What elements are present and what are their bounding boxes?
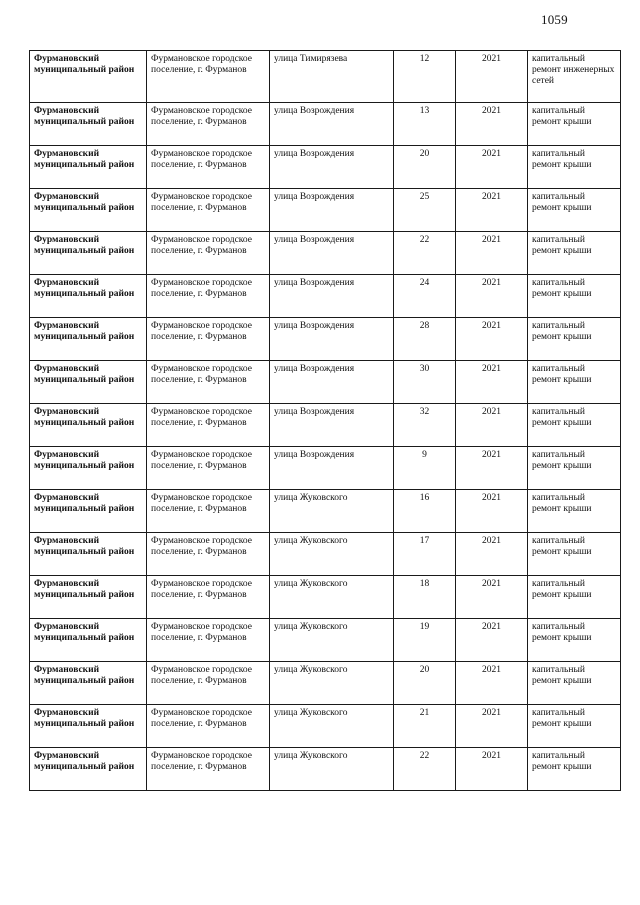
street-cell: улица Возрождения <box>270 447 394 490</box>
work-type-cell: капитальный ремонт крыши <box>528 619 621 662</box>
settlement-cell: Фурмановское городское поселение, г. Фурманов <box>147 51 270 103</box>
house-number-cell: 13 <box>394 103 456 146</box>
work-type-cell: капитальный ремонт крыши <box>528 748 621 791</box>
settlement-cell: Фурмановское городское поселение, г. Фурманов <box>147 189 270 232</box>
table-row <box>30 189 621 232</box>
street-cell: улица Жуковского <box>270 490 394 533</box>
house-number-cell: 22 <box>394 232 456 275</box>
district-cell: Фурмановский муниципальный район <box>30 318 147 361</box>
district-cell: Фурмановский муниципальный район <box>30 662 147 705</box>
table-body <box>30 51 621 791</box>
district-cell: Фурмановский муниципальный район <box>30 404 147 447</box>
district-cell: Фурмановский муниципальный район <box>30 146 147 189</box>
house-number-cell: 20 <box>394 662 456 705</box>
street-cell: улица Возрождения <box>270 361 394 404</box>
table-row <box>30 318 621 361</box>
year-cell: 2021 <box>456 275 528 318</box>
house-number-cell: 18 <box>394 576 456 619</box>
year-cell: 2021 <box>456 619 528 662</box>
district-cell: Фурмановский муниципальный район <box>30 576 147 619</box>
year-cell: 2021 <box>456 705 528 748</box>
work-type-cell: капитальный ремонт крыши <box>528 404 621 447</box>
settlement-cell: Фурмановское городское поселение, г. Фурманов <box>147 490 270 533</box>
house-number-cell: 22 <box>394 748 456 791</box>
house-number-cell: 21 <box>394 705 456 748</box>
settlement-cell: Фурмановское городское поселение, г. Фурманов <box>147 275 270 318</box>
settlement-cell: Фурмановское городское поселение, г. Фурманов <box>147 748 270 791</box>
year-cell: 2021 <box>456 576 528 619</box>
work-type-cell: капитальный ремонт крыши <box>528 189 621 232</box>
work-type-cell: капитальный ремонт крыши <box>528 705 621 748</box>
street-cell: улица Возрождения <box>270 232 394 275</box>
work-type-cell: капитальный ремонт крыши <box>528 576 621 619</box>
settlement-cell: Фурмановское городское поселение, г. Фурманов <box>147 232 270 275</box>
street-cell: улица Возрождения <box>270 146 394 189</box>
district-cell: Фурмановский муниципальный район <box>30 490 147 533</box>
year-cell: 2021 <box>456 533 528 576</box>
house-number-cell: 17 <box>394 533 456 576</box>
table-row <box>30 146 621 189</box>
district-cell: Фурмановский муниципальный район <box>30 748 147 791</box>
district-cell: Фурмановский муниципальный район <box>30 51 147 103</box>
district-cell: Фурмановский муниципальный район <box>30 619 147 662</box>
work-type-cell: капитальный ремонт крыши <box>528 447 621 490</box>
street-cell: улица Жуковского <box>270 748 394 791</box>
work-type-cell: капитальный ремонт крыши <box>528 662 621 705</box>
settlement-cell: Фурмановское городское поселение, г. Фурманов <box>147 447 270 490</box>
district-cell: Фурмановский муниципальный район <box>30 533 147 576</box>
street-cell: улица Возрождения <box>270 103 394 146</box>
street-cell: улица Жуковского <box>270 705 394 748</box>
table-row <box>30 705 621 748</box>
work-type-cell: капитальный ремонт крыши <box>528 146 621 189</box>
year-cell: 2021 <box>456 146 528 189</box>
table-row <box>30 490 621 533</box>
year-cell: 2021 <box>456 318 528 361</box>
house-number-cell: 25 <box>394 189 456 232</box>
page-number: 1059 <box>541 12 568 27</box>
street-cell: улица Жуковского <box>270 662 394 705</box>
street-cell: улица Возрождения <box>270 404 394 447</box>
house-number-cell: 9 <box>394 447 456 490</box>
settlement-cell: Фурмановское городское поселение, г. Фурманов <box>147 619 270 662</box>
repair-registry-table <box>29 50 621 791</box>
work-type-cell: капитальный ремонт крыши <box>528 490 621 533</box>
district-cell: Фурмановский муниципальный район <box>30 705 147 748</box>
table-row <box>30 619 621 662</box>
house-number-cell: 12 <box>394 51 456 103</box>
work-type-cell: капитальный ремонт крыши <box>528 275 621 318</box>
house-number-cell: 32 <box>394 404 456 447</box>
house-number-cell: 30 <box>394 361 456 404</box>
table-row <box>30 51 621 103</box>
work-type-cell: капитальный ремонт крыши <box>528 103 621 146</box>
year-cell: 2021 <box>456 447 528 490</box>
street-cell: улица Возрождения <box>270 275 394 318</box>
settlement-cell: Фурмановское городское поселение, г. Фурманов <box>147 705 270 748</box>
work-type-cell: капитальный ремонт крыши <box>528 533 621 576</box>
year-cell: 2021 <box>456 189 528 232</box>
district-cell: Фурмановский муниципальный район <box>30 361 147 404</box>
settlement-cell: Фурмановское городское поселение, г. Фурманов <box>147 576 270 619</box>
table-row <box>30 662 621 705</box>
street-cell: улица Жуковского <box>270 619 394 662</box>
year-cell: 2021 <box>456 490 528 533</box>
settlement-cell: Фурмановское городское поселение, г. Фурманов <box>147 404 270 447</box>
table-row <box>30 748 621 791</box>
year-cell: 2021 <box>456 404 528 447</box>
work-type-cell: капитальный ремонт крыши <box>528 318 621 361</box>
settlement-cell: Фурмановское городское поселение, г. Фурманов <box>147 318 270 361</box>
table-row <box>30 232 621 275</box>
table-row <box>30 103 621 146</box>
year-cell: 2021 <box>456 103 528 146</box>
district-cell: Фурмановский муниципальный район <box>30 103 147 146</box>
year-cell: 2021 <box>456 361 528 404</box>
district-cell: Фурмановский муниципальный район <box>30 189 147 232</box>
district-cell: Фурмановский муниципальный район <box>30 447 147 490</box>
house-number-cell: 19 <box>394 619 456 662</box>
year-cell: 2021 <box>456 662 528 705</box>
table-row <box>30 361 621 404</box>
district-cell: Фурмановский муниципальный район <box>30 232 147 275</box>
street-cell: улица Тимирязева <box>270 51 394 103</box>
district-cell: Фурмановский муниципальный район <box>30 275 147 318</box>
street-cell: улица Жуковского <box>270 576 394 619</box>
table-row <box>30 533 621 576</box>
street-cell: улица Возрождения <box>270 318 394 361</box>
work-type-cell: капитальный ремонт крыши <box>528 361 621 404</box>
work-type-cell: капитальный ремонт крыши <box>528 232 621 275</box>
house-number-cell: 24 <box>394 275 456 318</box>
table-row <box>30 576 621 619</box>
work-type-cell: капитальный ремонт инженерных сетей <box>528 51 621 103</box>
street-cell: улица Жуковского <box>270 533 394 576</box>
table-row <box>30 404 621 447</box>
house-number-cell: 28 <box>394 318 456 361</box>
street-cell: улица Возрождения <box>270 189 394 232</box>
settlement-cell: Фурмановское городское поселение, г. Фурманов <box>147 662 270 705</box>
settlement-cell: Фурмановское городское поселение, г. Фурманов <box>147 533 270 576</box>
year-cell: 2021 <box>456 51 528 103</box>
house-number-cell: 16 <box>394 490 456 533</box>
table-row <box>30 275 621 318</box>
house-number-cell: 20 <box>394 146 456 189</box>
year-cell: 2021 <box>456 748 528 791</box>
year-cell: 2021 <box>456 232 528 275</box>
settlement-cell: Фурмановское городское поселение, г. Фурманов <box>147 103 270 146</box>
table-row <box>30 447 621 490</box>
settlement-cell: Фурмановское городское поселение, г. Фурманов <box>147 146 270 189</box>
settlement-cell: Фурмановское городское поселение, г. Фурманов <box>147 361 270 404</box>
